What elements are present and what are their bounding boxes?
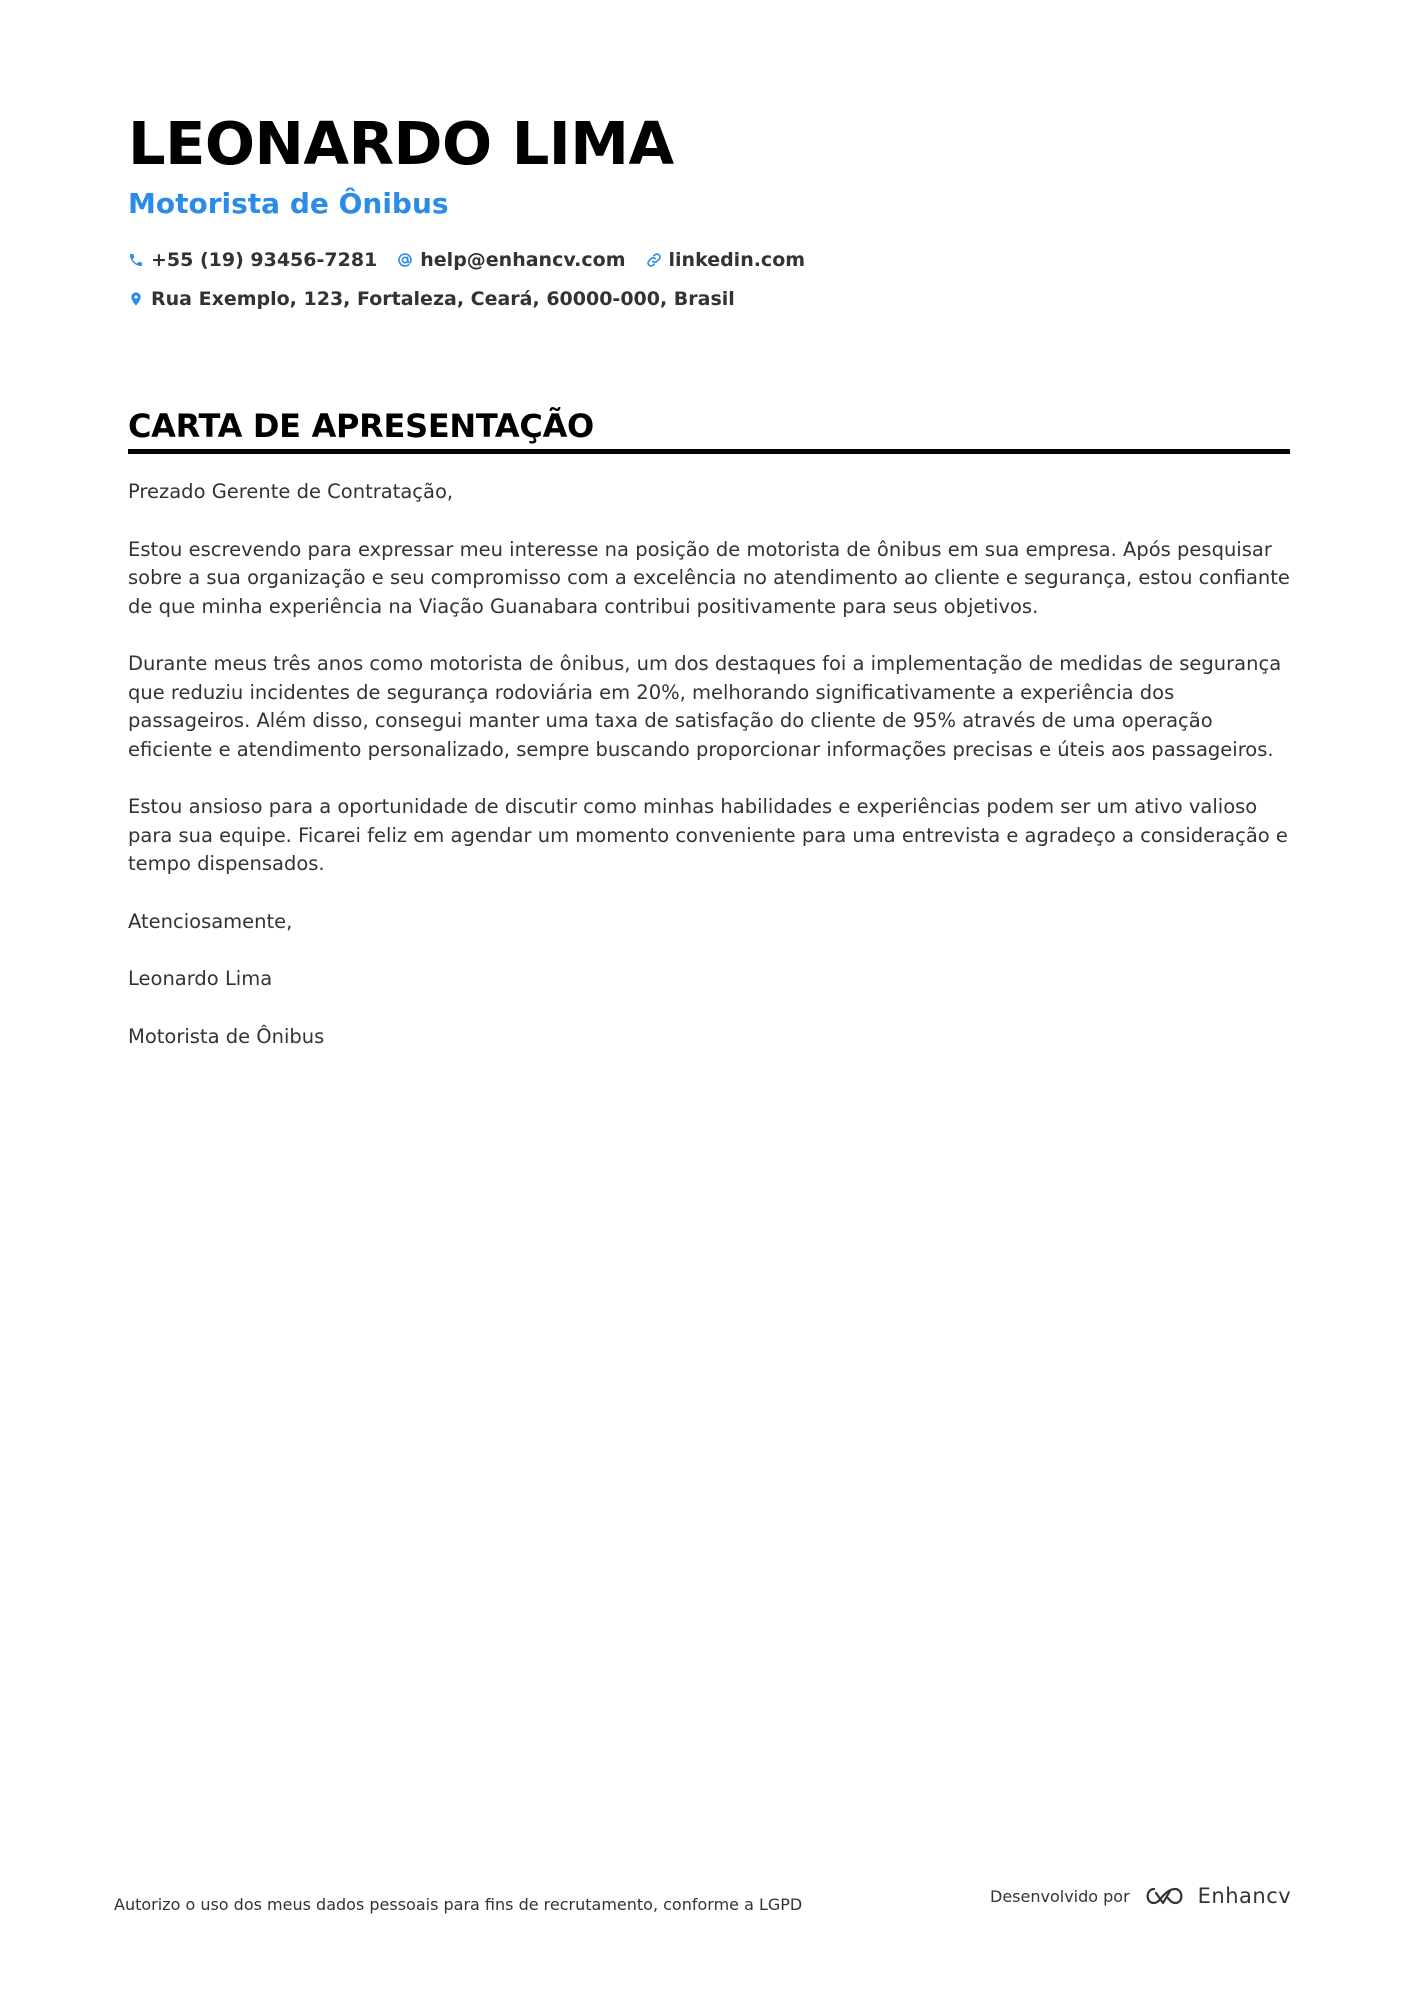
- signature-role: Motorista de Ônibus: [128, 1024, 325, 1048]
- signature-name: Leonardo Lima: [128, 967, 273, 990]
- contact-info: [128, 246, 1288, 313]
- letter-greeting: Prezado Gerente de Contratação,: [128, 480, 454, 503]
- at-icon: [397, 252, 413, 268]
- brand-name: Enhancv: [1197, 1884, 1292, 1908]
- contact-row-2: [128, 285, 1288, 313]
- contact-phone: [128, 249, 377, 271]
- letter-paragraph-3: Estou ansioso para a oportunidade de discutir como minhas habilidades e experiências podem ser um ativo valioso para sua equipe. Ficarei feliz em agendar um momento conveniente para uma entrevista e agradeço a consideração e tempo dispensados.: [128, 795, 1288, 875]
- contact-row-1: [128, 246, 1288, 274]
- header: [128, 108, 1288, 324]
- email-text: help@enhancv.com: [420, 249, 626, 271]
- letter-paragraph-2: Durante meus três anos como motorista de ônibus, um dos destaques foi a implementação de medidas de segurança que reduziu incidentes de segurança rodoviária em 20%, melhorando significativamente a experiência dos passageiros. Além disso, consegui manter uma taxa de satisfação do cliente de 95% através de uma operação eficiente e atendimento personalizado, sempre buscando proporcionar informações precisas e úteis aos passageiros.: [128, 652, 1282, 761]
- linkedin-text: linkedin.com: [668, 249, 806, 271]
- letter-closing: Atenciosamente,: [128, 909, 293, 933]
- footer-consent: Autorizo o uso dos meus dados pessoais para fins de recrutamento, conforme a LGPD: [114, 1895, 803, 1914]
- footer-branding[interactable]: [990, 1884, 1291, 1908]
- letter-paragraph-1: Estou escrevendo para expressar meu interesse na posição de motorista de ônibus em sua empresa. Após pesquisar sobre a sua organização e seu compromisso com a excelência no atendimento ao cliente e segurança, estou confiante de que minha experiência na Viação Guanabara contribui positivamente para seus objetivos.: [128, 537, 1290, 618]
- phone-icon: [128, 252, 144, 268]
- phone-text: +55 (19) 93456-7281: [151, 249, 378, 271]
- powered-by-text: Desenvolvido por: [990, 1886, 1130, 1906]
- location-pin-icon: [128, 291, 144, 307]
- candidate-name: LEONARDO LIMA: [128, 109, 674, 178]
- enhancv-logo-icon: [1142, 1884, 1188, 1908]
- address-text: Rua Exemplo, 123, Fortaleza, Ceará, 60000-000, Brasil: [151, 288, 735, 310]
- letter-body: [128, 478, 1290, 1051]
- section-title: CARTA DE APRESENTAÇÃO: [128, 405, 1290, 454]
- contact-email: [397, 249, 625, 271]
- candidate-role: Motorista de Ônibus: [128, 187, 449, 220]
- cover-letter-section: [128, 405, 1290, 1080]
- contact-linkedin: [646, 249, 806, 271]
- contact-address: [128, 288, 735, 310]
- link-icon: [646, 252, 662, 268]
